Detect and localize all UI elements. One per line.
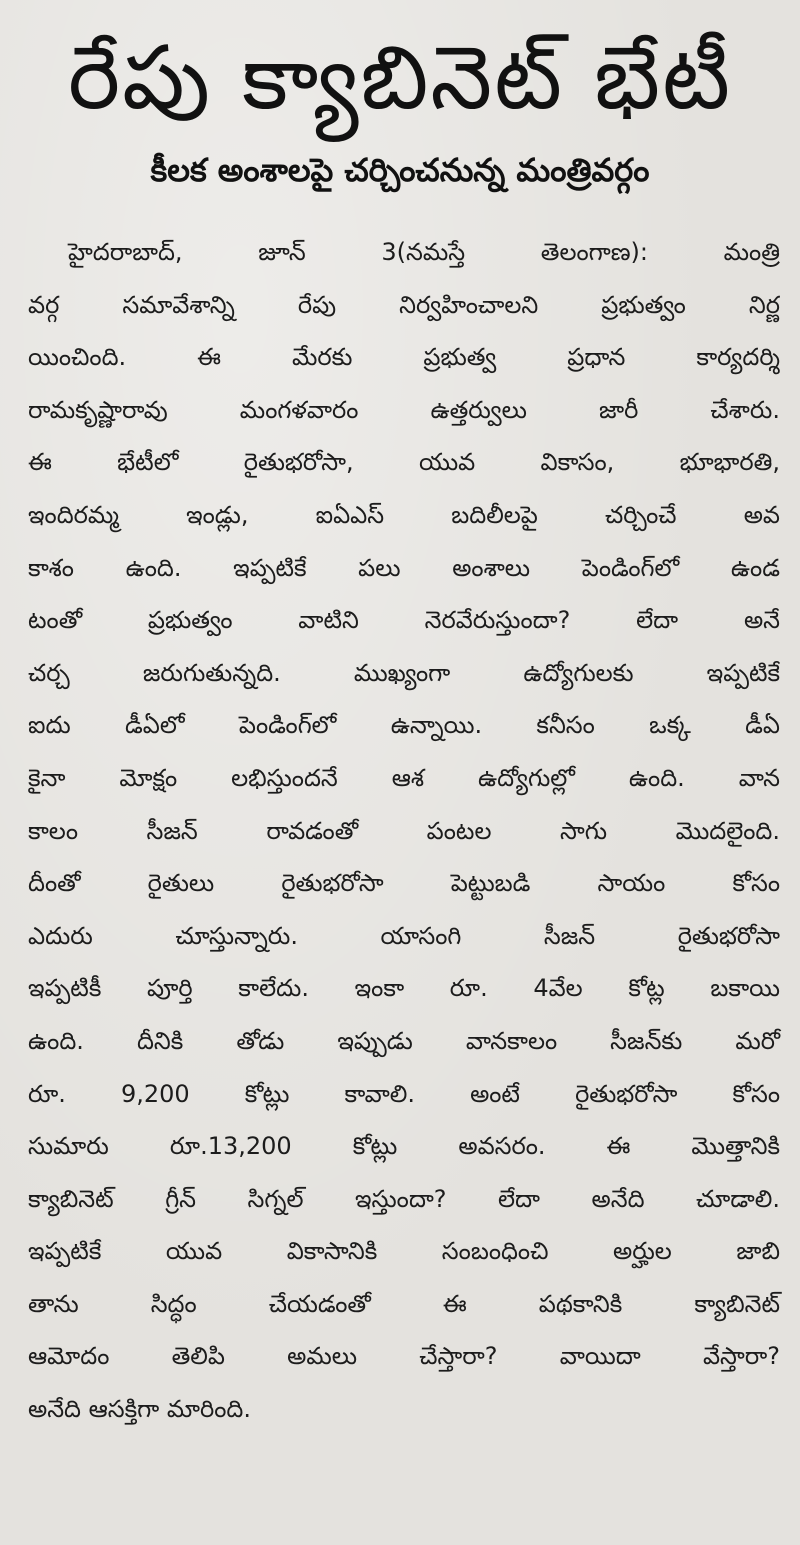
- article-line: రూ. 9,200 కోట్లు కావాలి. అంటే రైతుభరోసా కోసం: [28, 1079, 780, 1108]
- article-line: కాలం సీజన్ రావడంతో పంటల సాగు మొదలైంది.: [28, 816, 780, 845]
- article-line: ఉంది. దీనికి తోడు ఇప్పుడు వానకాలం సీజన్‌కు మరో: [28, 1026, 780, 1055]
- article-line: ఆమోదం తెలిపి అమలు చేస్తారా? వాయిదా వేస్తారా?: [28, 1342, 780, 1371]
- article-line: హైదరాబాద్, జూన్ 3(నమస్తే తెలంగాణ): మంత్రి: [68, 238, 780, 266]
- article-line: చర్చ జరుగుతున్నది. ముఖ్యంగా ఉద్యోగులకు ఇప్పటికే: [28, 658, 780, 687]
- cropped-text-top: [0, 0, 800, 14]
- article-line: తాను సిద్ధం చేయడంతో ఈ పథకానికి క్యాబినెట్: [28, 1289, 780, 1318]
- article-line: యించింది. ఈ మేరకు ప్రభుత్వ ప్రధాన కార్యదర్శి: [28, 343, 780, 372]
- article-line: రామకృష్ణారావు మంగళవారం ఉత్తర్వులు జారీ చేశారు.: [28, 395, 780, 424]
- article-line: కాశం ఉంది. ఇప్పటికే పలు అంశాలు పెండింగ్‌లో ఉండ: [28, 553, 780, 582]
- article-line: వర్గ సమావేశాన్ని రేపు నిర్వహించాలని ప్రభుత్వం నిర్ణ: [28, 290, 780, 319]
- article-line: ఇప్పటికే యువ వికాసానికి సంబంధించి అర్హుల జాబి: [28, 1237, 780, 1266]
- article-subheadline: కీలక అంశాలపై చర్చించనున్న మంత్రివర్గం: [150, 151, 650, 189]
- article-body: [28, 226, 780, 1436]
- article-line: ఇందిరమ్మ ఇండ్లు, ఐఏఎస్ బదిలీలపై చర్చించే అవ: [28, 500, 780, 529]
- article-line: సుమారు రూ.13,200 కోట్లు అవసరం. ఈ మొత్తానికి: [28, 1132, 780, 1161]
- article-headline: రేపు క్యాబినెట్ భేటీ: [67, 26, 733, 129]
- article-line: కైనా మోక్షం లభిస్తుందనే ఆశ ఉద్యోగుల్లో ఉంది. వాన: [28, 763, 780, 792]
- article-line: ఐదు డీఏలో పెండింగ్‌లో ఉన్నాయి. కనీసం ఒక్క డీఏ: [28, 711, 780, 740]
- article-line: టంతో ప్రభుత్వం వాటిని నెరవేరుస్తుందా? లేదా అనే: [28, 606, 780, 635]
- article-line: ఇప్పటికీ పూర్తి కాలేదు. ఇంకా రూ. 4వేల కోట్ల బకాయి: [28, 974, 780, 1003]
- article-line: దీంతో రైతులు రైతుభరోసా పెట్టుబడి సాయం కోసం: [28, 869, 780, 898]
- article-line: ఈ భేటీలో రైతుభరోసా, యువ వికాసం, భూభారతి,: [28, 448, 780, 477]
- article-line: ఎదురు చూస్తున్నారు. యాసంగి సీజన్ రైతుభరోసా: [28, 921, 780, 950]
- article-line: క్యాబినెట్ గ్రీన్ సిగ్నల్ ఇస్తుందా? లేదా అనేది చూడాలి.: [28, 1184, 780, 1213]
- cropped-text-bottom: [0, 1528, 800, 1545]
- article-line: అనేది ఆసక్తిగా మారింది.: [28, 1395, 251, 1424]
